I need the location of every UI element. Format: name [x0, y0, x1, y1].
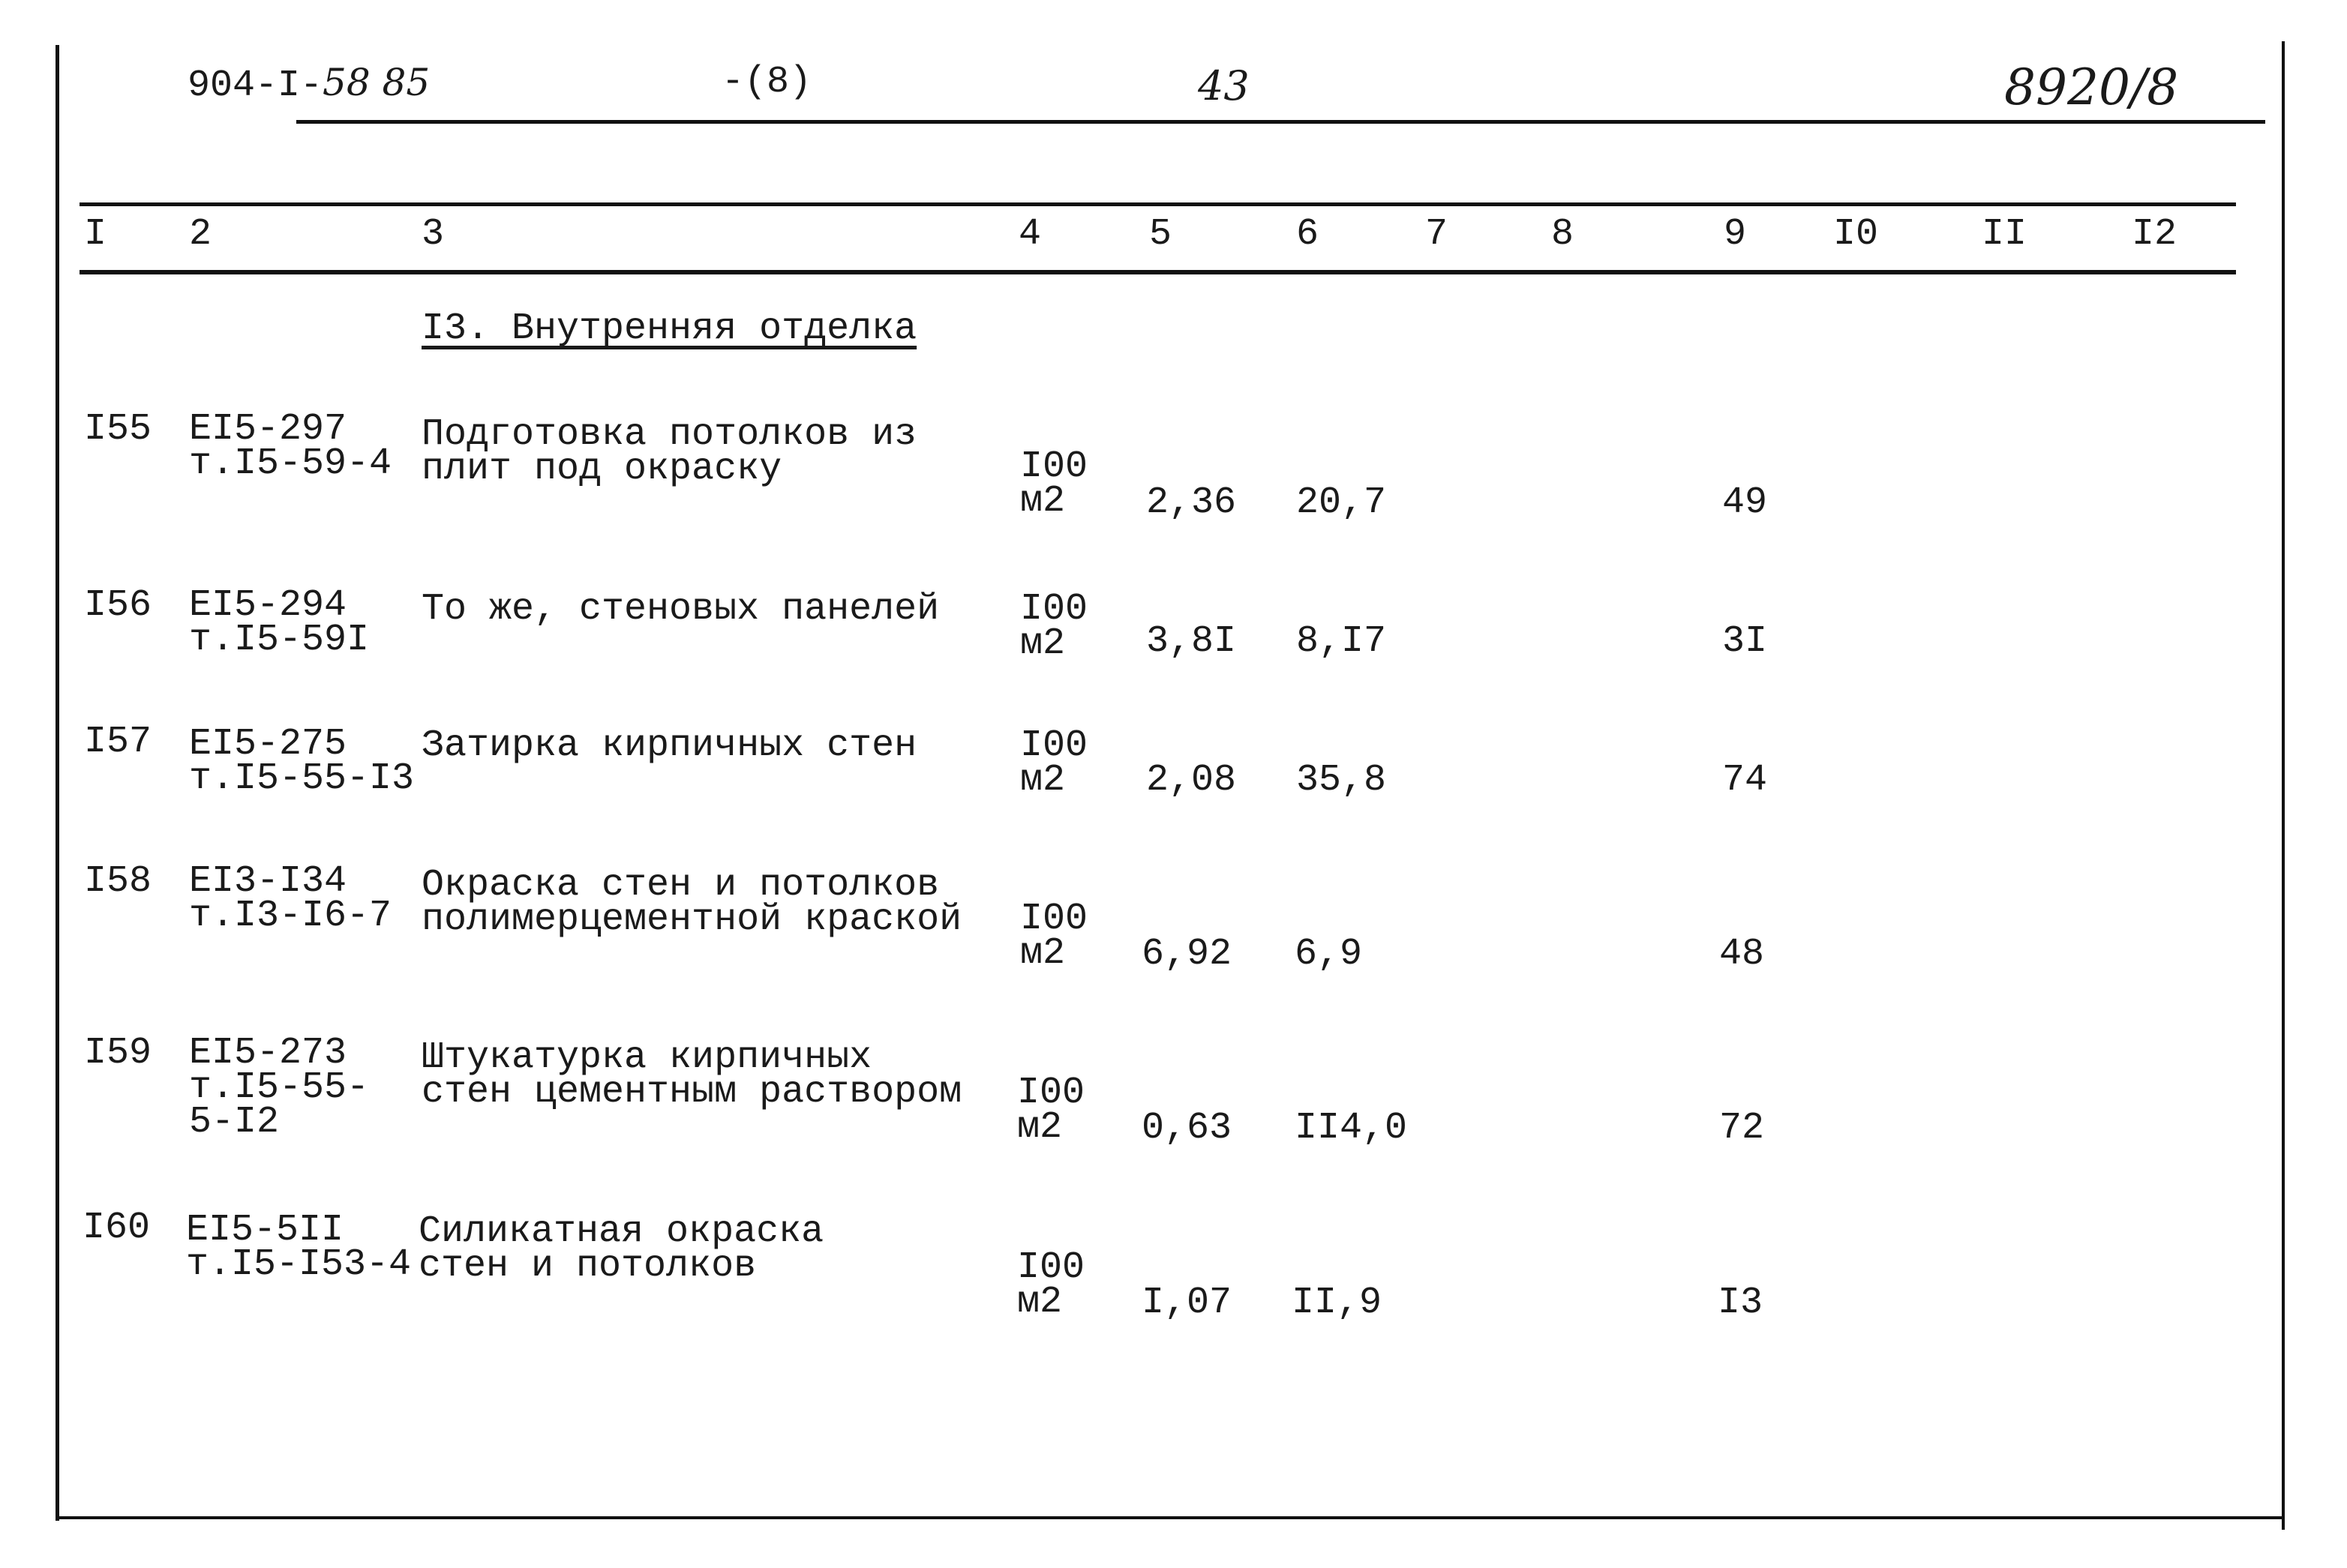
header-rule: [296, 120, 2265, 124]
row-quantity: 6,92: [1142, 933, 1232, 976]
doc-code-printed: 904-I-: [188, 64, 323, 107]
row-unit-price: 35,8: [1296, 759, 1387, 802]
row-code: EI5-294 т.I5-59I: [189, 584, 370, 661]
row-number: I56: [84, 584, 152, 627]
row-quantity: 2,08: [1146, 759, 1237, 802]
row-total: 74: [1722, 759, 1768, 802]
left-border: [56, 45, 59, 1521]
row-number: I58: [84, 860, 152, 903]
row-total: 72: [1719, 1107, 1765, 1150]
row-unit-price: 8,I7: [1296, 620, 1387, 663]
row-code: EI5-297 т.I5-59-4: [189, 408, 392, 485]
row-unit: I00 м2: [1020, 588, 1088, 665]
row-description: Силикатная окраска стен и потолков: [419, 1210, 824, 1288]
table-header-rule: [80, 270, 2236, 274]
row-unit: I00 м2: [1020, 724, 1088, 802]
column-number-9: 9: [1724, 213, 1747, 256]
archive-number: 8920/8: [2004, 58, 2179, 116]
row-unit-price: 6,9: [1295, 933, 1363, 976]
row-unit: I00 м2: [1017, 1072, 1085, 1149]
row-total: 49: [1722, 481, 1768, 524]
row-quantity: 2,36: [1146, 481, 1237, 524]
row-total: 3I: [1722, 620, 1768, 663]
row-number: I60: [83, 1207, 151, 1249]
row-quantity: 0,63: [1142, 1107, 1232, 1150]
right-border: [2282, 41, 2285, 1530]
row-number: I59: [84, 1032, 152, 1075]
row-number: I55: [84, 408, 152, 451]
table-top-rule: [80, 202, 2236, 206]
row-description: Окраска стен и потолков полимерцементной краской: [422, 864, 962, 941]
row-quantity: 3,8I: [1146, 620, 1237, 663]
doc-code-handwritten: 58 85: [323, 61, 431, 104]
row-unit-price: 20,7: [1296, 481, 1387, 524]
row-description: Затирка кирпичных стен: [422, 724, 917, 767]
column-number-10: I0: [1833, 213, 1879, 256]
row-unit: I00 м2: [1020, 445, 1088, 523]
row-unit: I00 м2: [1017, 1246, 1085, 1324]
row-unit: I00 м2: [1020, 898, 1088, 975]
column-number-1: I: [84, 213, 107, 256]
row-description: Подготовка потолков из плит под окраску: [422, 413, 917, 490]
row-quantity: I,07: [1142, 1282, 1232, 1324]
row-code: EI5-5II т.I5-I53-4: [186, 1209, 412, 1286]
row-description: Штукатурка кирпичных стен цементным раствором: [422, 1036, 962, 1114]
row-total: I3: [1718, 1282, 1763, 1324]
column-number-7: 7: [1425, 213, 1448, 256]
page-number: 43: [1198, 62, 1250, 109]
column-number-2: 2: [189, 213, 212, 256]
row-code: EI5-275 т.I5-55-I3: [189, 723, 415, 800]
column-number-11: II: [1982, 213, 2027, 256]
row-code: EI5-273 т.I5-55- 5-I2: [189, 1032, 370, 1144]
row-unit-price: II4,0: [1295, 1107, 1408, 1150]
row-code: EI3-I34 т.I3-I6-7: [189, 860, 392, 937]
row-total: 48: [1719, 933, 1765, 976]
column-number-8: 8: [1551, 213, 1574, 256]
section-title: I3. Внутренняя отделка: [422, 307, 917, 350]
column-number-6: 6: [1296, 213, 1319, 256]
column-number-12: I2: [2132, 213, 2177, 256]
column-number-3: 3: [422, 213, 445, 256]
row-description: То же, стеновых панелей: [422, 588, 940, 631]
row-unit-price: II,9: [1292, 1282, 1382, 1324]
sheet-ref: -(8): [722, 61, 812, 103]
row-number: I57: [84, 721, 152, 763]
column-number-5: 5: [1149, 213, 1172, 256]
column-number-4: 4: [1019, 213, 1042, 256]
doc-code: [188, 61, 431, 107]
bottom-border: [59, 1516, 2283, 1519]
